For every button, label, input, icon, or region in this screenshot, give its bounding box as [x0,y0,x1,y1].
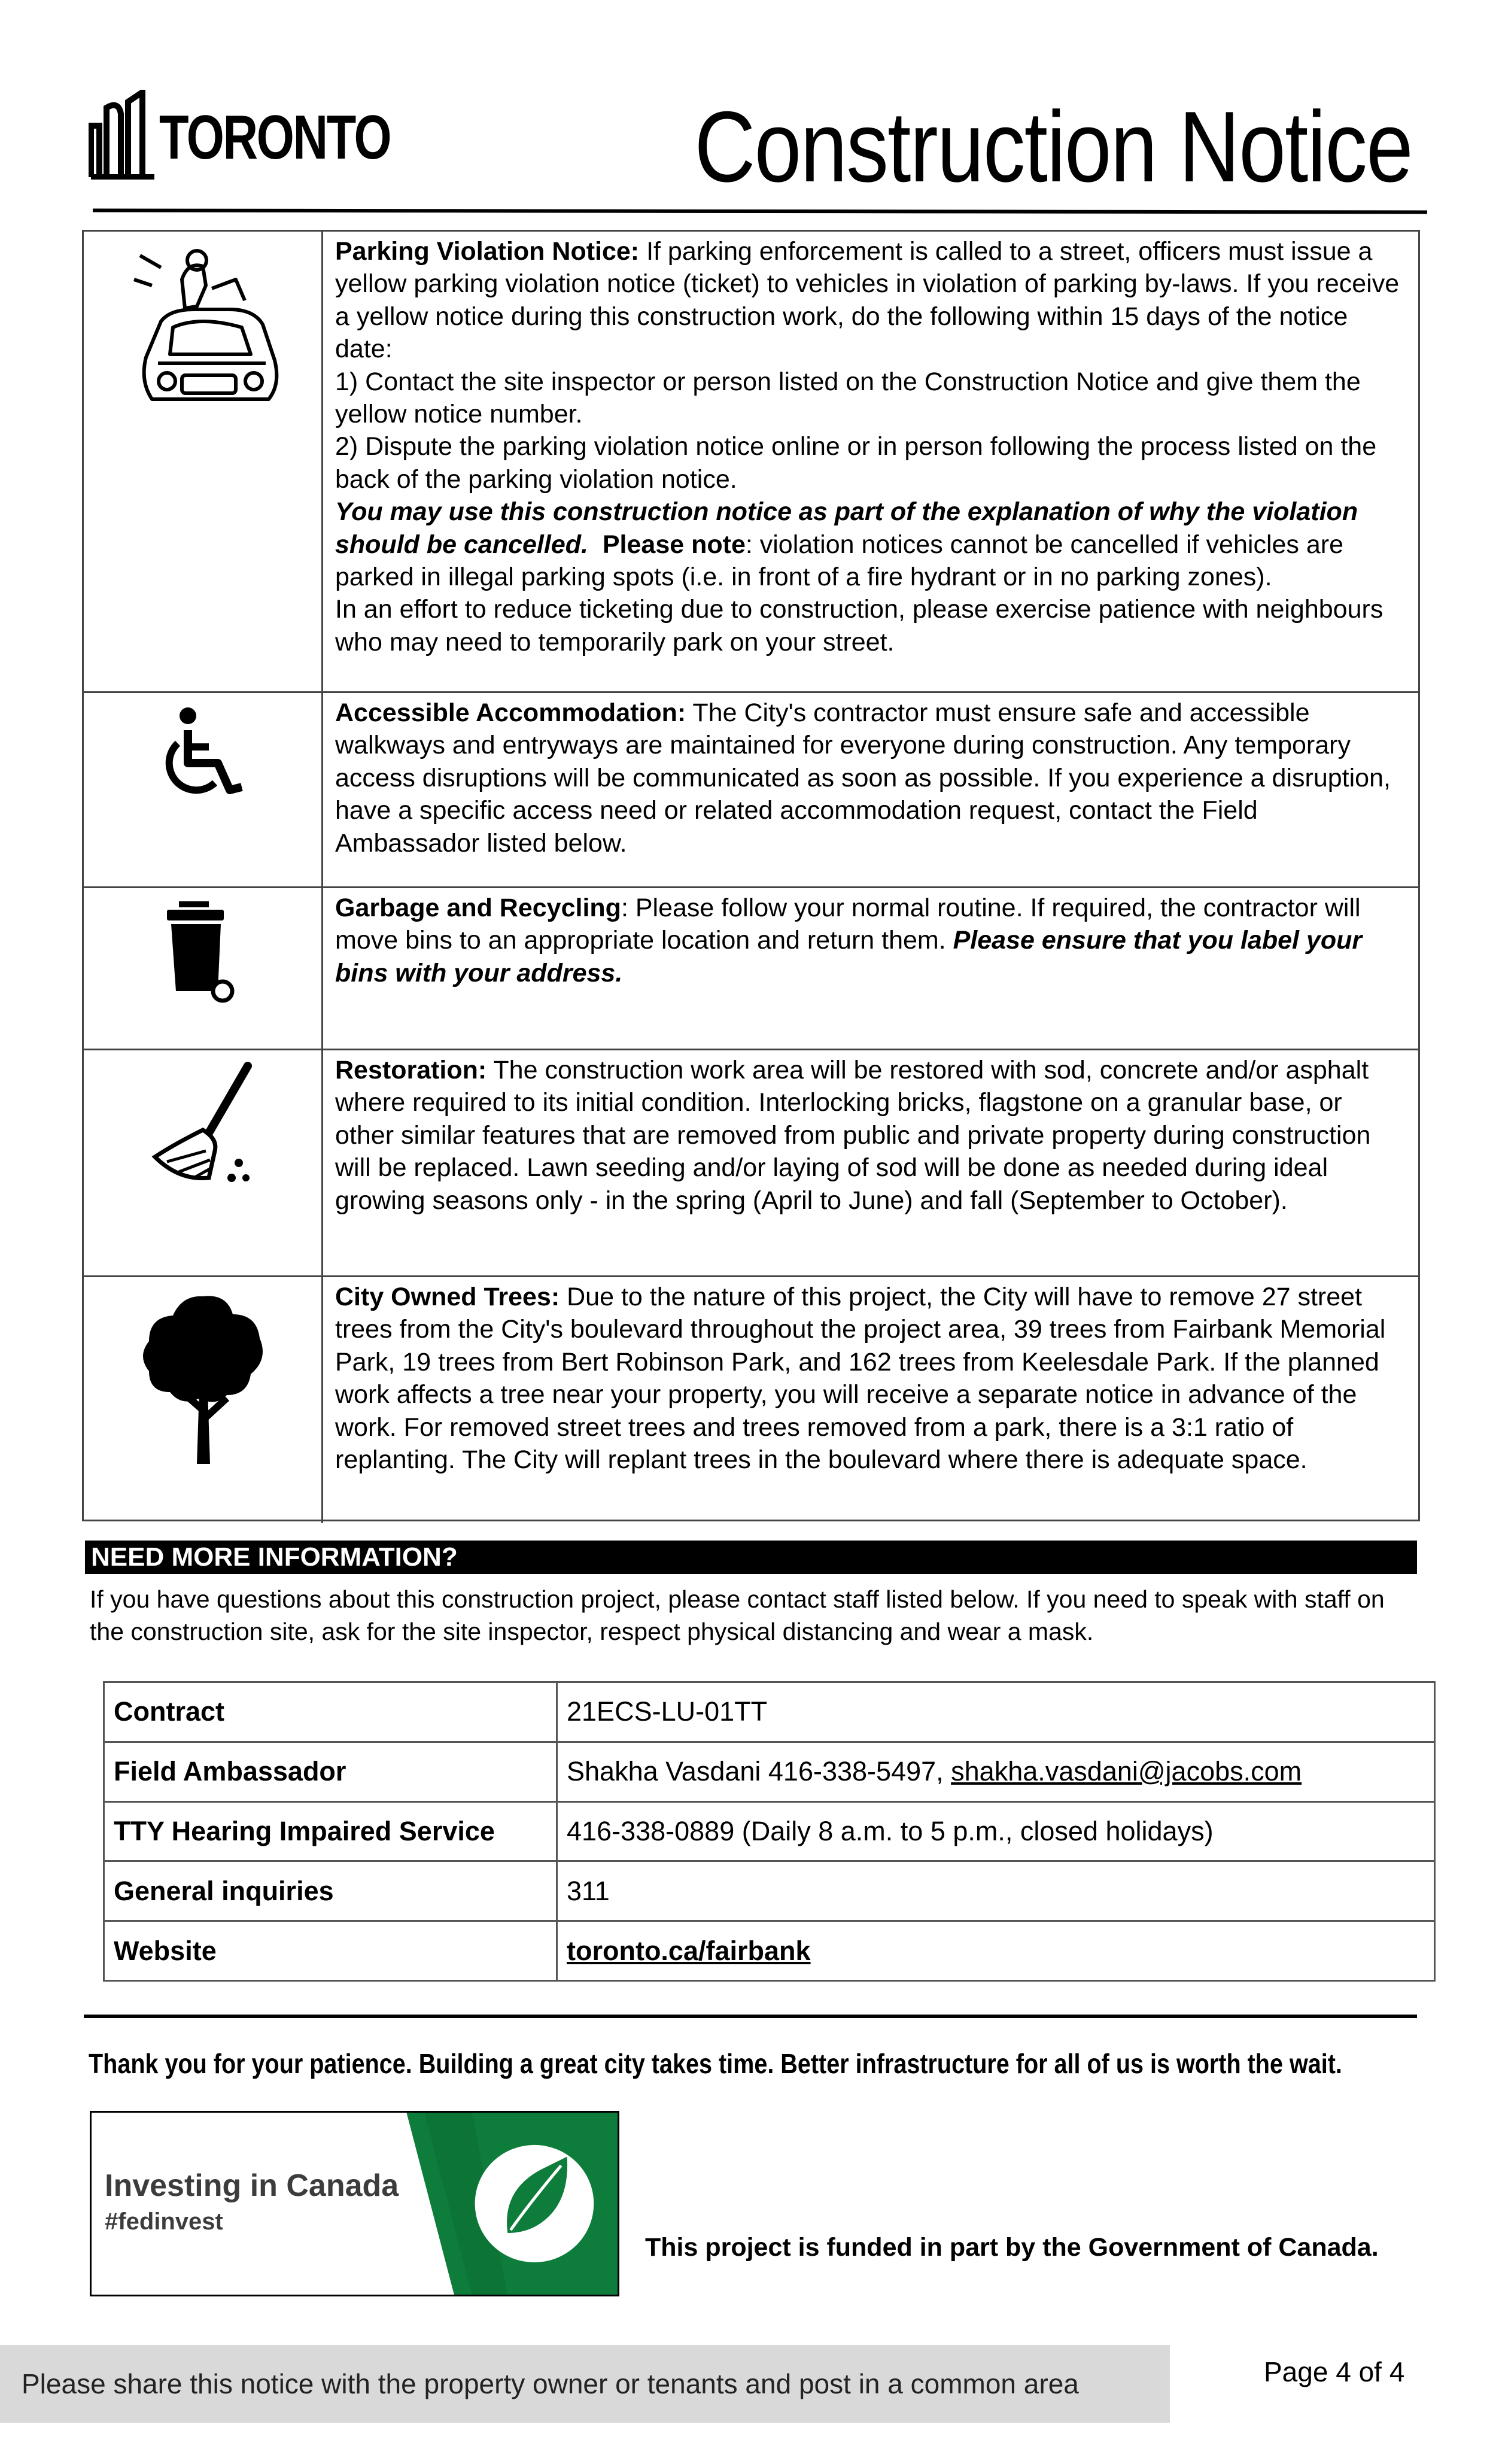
trees-text [335,1281,1406,1476]
funding-statement: This project is funded in part by the Government of Canada. [645,2233,1379,2262]
need-info-text: If you have questions about this construction project, please contact staff listed below. If you need to speak with staff on the construction site, ask for the site inspector, respect physical distancing and wear a mask. [90,1585,1385,1645]
restoration-heading: Restoration: [335,1056,487,1084]
section-trees [84,1277,1418,1523]
city-hall-icon [89,90,157,180]
banner-hashtag: #fedinvest [105,2208,223,2235]
contact-value: 311 [557,1861,1435,1921]
need-info-heading: NEED MORE INFORMATION? [85,1541,1417,1574]
accessible-body: The City's contractor must ensure safe and accessible walkways and entryways are maintained for everyone during construction. Any temporary access disruptions will be communicated as soon as possible. If you experience a disruption, have a specific access need or related accommodation request, contact the Field Ambassador listed below. [335,698,1391,858]
accessible-text [335,697,1406,859]
accessible-heading: Accessible Accommodation: [335,698,686,727]
ambassador-email-link[interactable]: shakha.vasdani@jacobs.com [951,1756,1302,1787]
contact-label: Field Ambassador [104,1742,557,1801]
wheelchair-icon [161,706,245,796]
parking-step-1: 1) Contact the site inspector or person listed on the Construction Notice and give them the yellow notice number. [335,367,1361,429]
trees-heading: City Owned Trees: [335,1283,560,1311]
share-notice-bar: Please share this notice with the property owner or tenants and post in a common area [0,2345,1170,2423]
section-parking [84,232,1418,693]
table-row [104,1921,1435,1981]
trees-body: Due to the nature of this project, the City will have to remove 27 street trees from the City's boulevard throughout the project area, 39 trees from Fairbank Memorial Park, 19 trees from Bert Robinson Park, and 162 trees from Keelesdale Park. If the planned work affects a tree near your property, you will receive a separate notice in advance of the work. For removed street trees and trees removed from a park, there is a 3:1 ratio of replanting. The City will replant trees in the boulevard where there is adequate space. [335,1283,1386,1475]
contact-value [557,1742,1435,1801]
tree-icon [137,1290,269,1464]
investing-in-canada-banner [90,2111,619,2296]
restoration-body: The construction work area will be restored with sod, concrete and/or asphalt where required to its initial condition. Interlocking bricks, flagstone on a granular base, or other similar features that are removed from public and private property during construction will be replaced. Lawn seeding and/or laying of sod will be done as needed during ideal growing seasons only - in the spring (April to June) and fall (September to October). [335,1056,1371,1215]
garbage-emphasis: Please ensure that you label your bins with your address. [335,926,1363,988]
table-row [104,1861,1435,1921]
parking-icon-cell [84,232,323,691]
parking-heading: Parking Violation Notice: [335,237,640,266]
page-title: Construction Notice [694,90,1412,203]
contact-label: Contract [104,1682,557,1742]
page-number: Page 4 of 4 [1264,2356,1405,2387]
garbage-text [335,892,1406,989]
garbage-icon-cell [84,888,323,1049]
parking-ticket-icon [116,244,290,417]
contact-table [103,1681,1436,1982]
banner-graphic [92,2113,618,2295]
website-link[interactable]: toronto.ca/fairbank [567,1935,811,1966]
contact-label: General inquiries [104,1861,557,1921]
parking-italic-note: You may use this construction notice as part of the explanation of why the violation should be cancelled. [335,497,1358,559]
info-table [82,230,1420,1521]
trees-icon-cell [84,1277,323,1523]
banner-title: Investing in Canada [105,2168,399,2203]
section-garbage [84,888,1418,1050]
broom-icon [143,1061,263,1187]
section-restoration [84,1050,1418,1277]
contact-value: 416-338-0889 (Daily 8 a.m. to 5 p.m., closed holidays) [557,1801,1435,1861]
logo-wordmark: TORONTO [159,103,391,172]
garbage-heading: Garbage and Recycling [335,894,621,922]
accessible-icon-cell [84,693,323,886]
footer-divider [84,2015,1417,2018]
parking-step-2: 2) Dispute the parking violation notice online or in person following the process listed on the back of the parking violation notice. [335,432,1377,494]
garbage-bin-icon [164,901,242,1003]
parking-intro: If parking enforcement is called to a street, officers must issue a yellow parking violation notice (ticket) to vehicles in violation of parking by-laws. If you receive a yellow notice during this construction work, do the following within 15 days of the notice date: [335,237,1400,364]
header-divider [93,208,1427,214]
parking-closing: In an effort to reduce ticketing due to construction, please exercise patience with neighbours who may need to temporarily park on your street. [335,595,1384,657]
contact-value: 21ECS-LU-01TT [557,1682,1435,1742]
section-accessible [84,693,1418,888]
parking-note-label: Please note [602,530,746,559]
garbage-body: : Please follow your normal routine. If required, the contractor will move bins to an appropriate location and return them. [335,894,1361,955]
restoration-text [335,1054,1406,1217]
parking-note-text: : violation notices cannot be cancelled if vehicles are parked in illegal parking spots (i.e. in front of a fire hydrant or in no parking zones). [335,530,1344,592]
table-row [104,1742,1435,1801]
contact-label: TTY Hearing Impaired Service [104,1801,557,1861]
contact-value [557,1921,1435,1981]
thank-you-message: Thank you for your patience. Building a great city takes time. Better infrastructure for all of us is worth the wait. [89,2048,1342,2079]
ambassador-name-phone: Shakha Vasdani 416-338-5497, [567,1756,951,1787]
contact-label: Website [104,1921,557,1981]
parking-text [335,235,1406,658]
restoration-icon-cell [84,1050,323,1275]
table-row [104,1682,1435,1742]
table-row [104,1801,1435,1861]
toronto-logo [89,90,391,186]
